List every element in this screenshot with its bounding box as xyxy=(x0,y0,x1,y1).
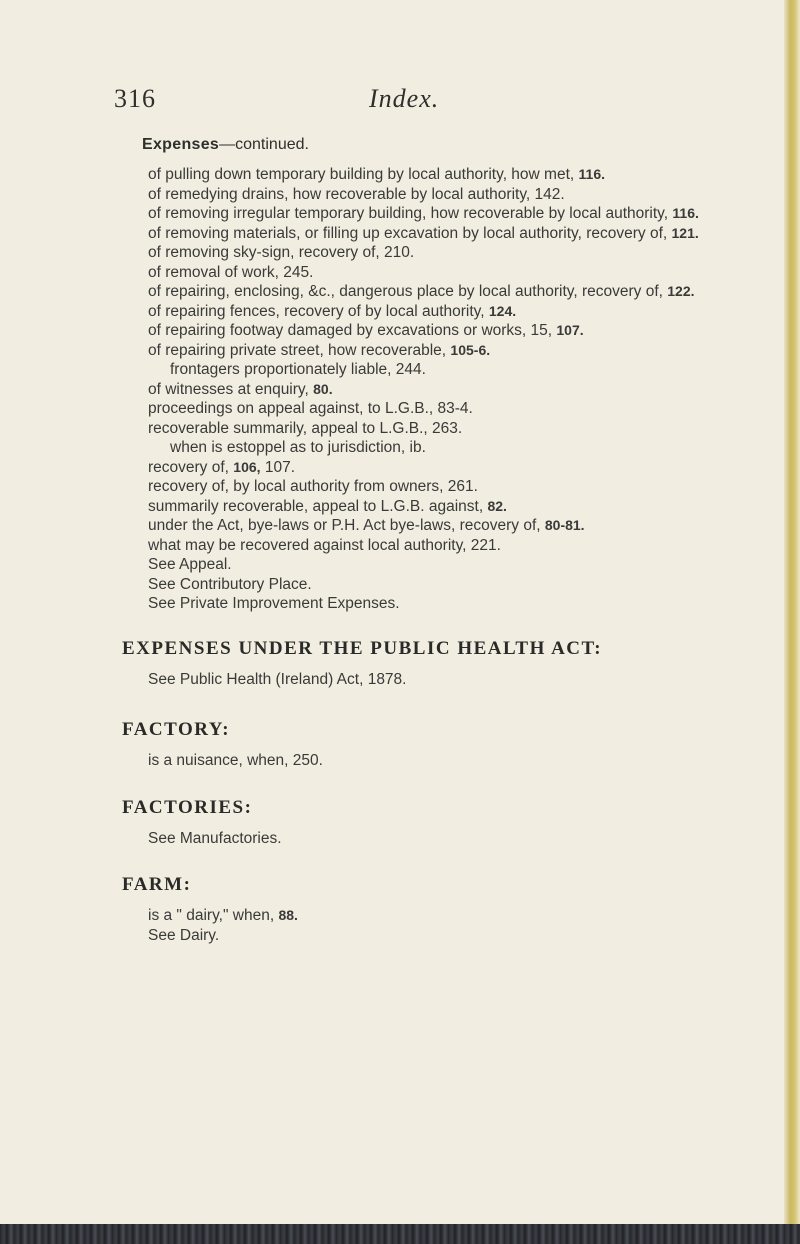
page-header xyxy=(0,84,800,114)
page-number: 316 xyxy=(114,84,156,113)
page-ref: 107. xyxy=(556,322,584,338)
index-entry: of repairing, enclosing, &c., dangerous place by local authority, recovery of, 122. xyxy=(148,283,695,300)
index-entry: of repairing fences, recovery of by local authority, 124. xyxy=(148,302,517,320)
cross-reference: See Contributory Place. xyxy=(148,575,312,593)
page-ref: 88. xyxy=(278,907,298,923)
section-body xyxy=(148,829,788,849)
index-subentry: when is estoppel as to jurisdiction, ib. xyxy=(170,439,426,456)
index-entry: is a " dairy," when, 88. xyxy=(148,907,298,924)
cross-reference: See Dairy. xyxy=(148,926,220,944)
index-content xyxy=(122,135,788,945)
index-entry: of repairing footway damaged by excavations or works, 15, 107. xyxy=(148,322,584,339)
continued-label: —continued. xyxy=(219,136,309,153)
scan-bottom-edge xyxy=(0,1224,800,1244)
index-entry: recovery of, 106, 107. xyxy=(148,458,296,476)
index-entry: of removing sky-sign, recovery of, 210. xyxy=(148,244,415,261)
page-ref: 106, xyxy=(233,458,261,475)
page-ref: 80-81. xyxy=(544,517,585,533)
index-entry: of repairing private street, how recoverable, 105-6. xyxy=(148,341,491,359)
cross-reference: See Private Improvement Expenses. xyxy=(148,595,400,612)
page-ref: 121. xyxy=(671,224,699,241)
index-entry: of witnesses at enquiry, 80. xyxy=(148,380,333,398)
page-ref: 80. xyxy=(313,380,333,397)
index-subentry: frontagers proportionately liable, 244. xyxy=(170,361,426,378)
index-entry: of remedying drains, how recoverable by local authority, 142. xyxy=(148,185,565,203)
index-entry: recovery of, by local authority from owners, 261. xyxy=(148,478,478,495)
cross-reference: See Appeal. xyxy=(148,556,232,573)
section-body xyxy=(148,751,788,771)
section-heading: FACTORIES: xyxy=(122,796,253,818)
index-entry: is a nuisance, when, 250. xyxy=(148,752,323,769)
section-body xyxy=(148,670,788,690)
page-ref: 82. xyxy=(487,497,507,514)
section-body xyxy=(148,906,788,945)
page-gutter-edge xyxy=(784,0,800,1244)
section-heading: FACTORY: xyxy=(122,719,231,740)
index-entry: of pulling down temporary building by local authority, how met, 116. xyxy=(148,166,605,183)
continued-heading xyxy=(142,135,788,155)
index-entry: See Manufactories. xyxy=(148,829,282,847)
index-entry: recoverable summarily, appeal to L.G.B., 263. xyxy=(148,419,463,437)
index-entry: under the Act, bye-laws or P.H. Act bye-laws, recovery of, 80-81. xyxy=(148,517,585,534)
index-entry: what may be recovered against local authority, 221. xyxy=(148,536,501,554)
index-entry: of removing irregular temporary building, how recoverable by local authority, 116. xyxy=(148,205,699,222)
index-entry: proceedings on appeal against, to L.G.B., 83-4. xyxy=(148,400,473,417)
index-entry: summarily recoverable, appeal to L.G.B. against, 82. xyxy=(148,497,507,515)
section-heading: FARM: xyxy=(122,874,192,895)
page-ref: 122. xyxy=(667,283,695,299)
index-entry: of removing materials, or filling up excavation by local authority, recovery of, 121. xyxy=(148,224,699,242)
page-ref: 105-6. xyxy=(450,341,491,358)
page-ref: 116. xyxy=(672,205,699,221)
index-entry: See Public Health (Ireland) Act, 1878. xyxy=(148,670,407,688)
page-ref: 124. xyxy=(488,302,517,319)
page-ref: 116. xyxy=(578,166,605,182)
index-entry: of removal of work, 245. xyxy=(148,263,314,281)
heading-word: Expenses xyxy=(142,136,220,153)
running-title: Index. xyxy=(369,84,440,113)
section-heading: EXPENSES UNDER THE PUBLIC HEALTH ACT: xyxy=(122,637,603,659)
